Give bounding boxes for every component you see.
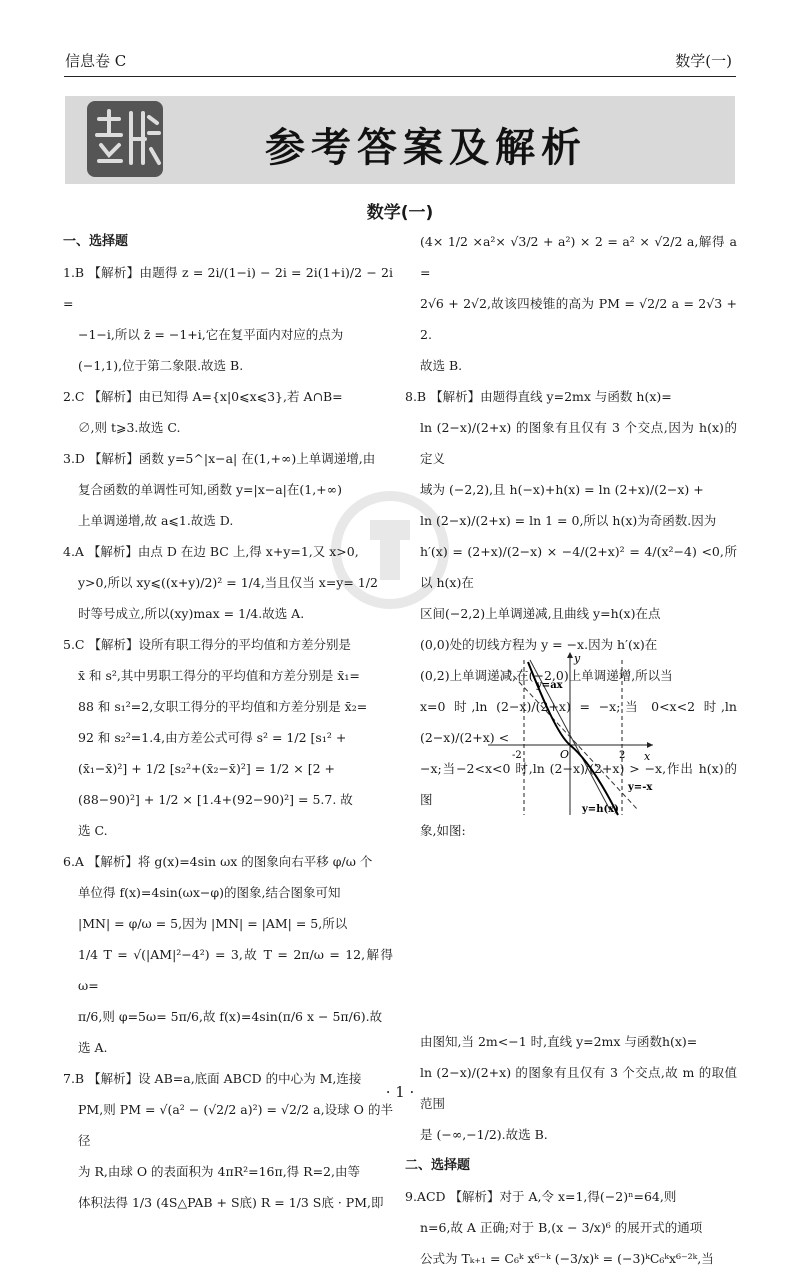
text-line: 域为 (−2,2),且 h(−x)+h(x) = ln (2+x)/(2−x) + — [420, 482, 704, 497]
text-line: ∅,则 t⩾3.故选 C. — [78, 420, 181, 435]
text-line: 1/4 T = √(|AM|²−4²) = 3,故 T = 2π/ω = 12,解得 ω= — [78, 947, 393, 993]
label-x: x — [644, 750, 651, 763]
page-header — [0, 0, 800, 80]
text-line: ln (2−x)/(2+x) 的图象有且仅有 3 个交点,因为 h(x)的定义 — [420, 420, 737, 466]
text-line: −x;当−2<x<0 时,ln (2−x)/(2+x) > −x,作出 h(x)的图 — [420, 761, 737, 807]
text-line: ln (2−x)/(2+x) = ln 1 = 0,所以 h(x)为奇函数.因为 — [420, 513, 717, 528]
label-pos2: 2 — [619, 750, 626, 761]
label-y: y — [574, 652, 581, 665]
label-neg2: -2 — [512, 750, 522, 761]
text-line: 7.B 【解析】设 AB=a,底面 ABCD 的中心为 M,连接 — [63, 1071, 362, 1086]
subject-title: 数学(一) — [366, 203, 434, 223]
title-banner — [65, 96, 735, 184]
text-line: ln (2−x)/(2+x) 的图象有且仅有 3 个交点,故 m 的取值范围 — [420, 1065, 737, 1111]
text-line: 时等号成立,所以(xy)max = 1/4.故选 A. — [78, 606, 305, 621]
text-line: 公式为 Tₖ₊₁ = C₆ᵏ x⁶⁻ᵏ (−3/x)ᵏ = (−3)ᵏC₆ᵏx⁶⁻²ᵏ,当 — [420, 1251, 714, 1266]
text-line: (x̄₁−x̄)²] + 1/2 [s₂²+(x̄₂−x̄)²] = 1/2 × [2 + — [78, 761, 335, 776]
text-line: −1−i,所以 z̄ = −1+i,它在复平面内对应的点为 — [78, 327, 344, 342]
figure-spacer — [405, 846, 737, 1026]
text-line: 5.C 【解析】设所有职工得分的平均值和方差分别是 — [63, 637, 351, 652]
text-line: x̄ 和 s²,其中男职工得分的平均值和方差分别是 x̄₁= — [78, 668, 360, 683]
text-line: 2√6 + 2√2,故该四棱锥的高为 PM = √2/2 a = 2√3 + 2. — [420, 296, 737, 342]
header-right: 数学(一) — [675, 52, 732, 70]
text-line: h′(x) = (2+x)/(2−x) × −4/(2+x)² = 4/(x²−4) <0,所以 h(x)在 — [420, 544, 737, 590]
text-line: 选 C. — [78, 823, 108, 838]
function-graph-figure — [488, 650, 658, 820]
banner-title: 参考答案及解析 — [265, 125, 587, 171]
text-line: π/6,则 φ=5ω= 5π/6,故 f(x)=4sin(π/6 x − 5π/6).故 — [78, 1009, 383, 1024]
text-line: 上单调递增,故 a⩽1.故选 D. — [78, 513, 234, 528]
text-line: (4× 1/2 ×a²× √3/2 + a²) × 2 = a² × √2/2 a,解得 a = — [420, 234, 737, 280]
label-y-neg-x: y=-x — [628, 782, 653, 793]
text-line: 象,如图: — [420, 823, 466, 838]
text-line: 复合函数的单调性可知,函数 y=|x−a|在(1,+∞) — [78, 482, 342, 497]
text-line: (0,2)上单调递减,在(−2,0)上单调递增,所以当 — [420, 668, 673, 683]
text-line: 6.A 【解析】将 g(x)=4sin ωx 的图象向右平移 φ/ω 个 — [63, 854, 373, 869]
text-line: 选 A. — [78, 1040, 108, 1055]
text-line: 体积法得 1/3 (4S△PAB + S底) R = 1/3 S底 · PM,即 — [78, 1195, 384, 1210]
text-line: y>0,所以 xy⩽((x+y)/2)² = 1/4,当且仅当 x=y= 1/2 — [78, 575, 378, 590]
text-line: 2.C 【解析】由已知得 A={x|0⩽x⩽3},若 A∩B= — [63, 389, 343, 404]
text-line: 区间(−2,2)上单调递减,且曲线 y=h(x)在点 — [420, 606, 661, 621]
text-line: 为 R,由球 O 的表面积为 4πR²=16π,得 R=2,由等 — [78, 1164, 360, 1179]
text-line: 1.B 【解析】由题得 z = 2i/(1−i) − 2i = 2i(1+i)/2 − 2i = — [63, 265, 393, 311]
text-line: (0,0)处的切线方程为 y = −x.因为 h′(x)在 — [420, 637, 658, 652]
text-line: 92 和 s₂²=1.4,由方差公式可得 s² = 1/2 [s₁² + — [78, 730, 347, 745]
text-line: (−1,1),位于第二象限.故选 B. — [78, 358, 244, 373]
y-axis-arrow-icon — [567, 652, 573, 658]
x-axis-arrow-icon — [647, 742, 653, 748]
text-line: x=0 时,ln (2−x)/(2+x) = −x;当 0<x<2 时,ln (2−x)/(2+x) < — [420, 699, 737, 745]
header-rule — [64, 76, 736, 77]
text-line: 9.ACD 【解析】对于 A,令 x=1,得(−2)ⁿ=64,则 — [405, 1189, 677, 1204]
text-line: 88 和 s₁²=2,女职工得分的平均值和方差分别是 x̄₂= — [78, 699, 368, 714]
left-column — [63, 226, 393, 1218]
text-line: |MN| = φ/ω = 5,因为 |MN| = |AM| = 5,所以 — [78, 916, 348, 931]
text-line: 3.D 【解析】函数 y=5^|x−a| 在(1,+∞)上单调递增,由 — [63, 451, 376, 466]
text-line: 单位得 f(x)=4sin(ωx−φ)的图象,结合图象可知 — [78, 885, 341, 900]
text-line: 4.A 【解析】由点 D 在边 BC 上,得 x+y=1,又 x>0, — [63, 544, 359, 559]
text-line: 8.B 【解析】由题得直线 y=2mx 与函数 h(x)= — [405, 389, 672, 404]
label-origin: O — [560, 748, 570, 761]
section-heading-2: 二、选择题 — [405, 1158, 471, 1173]
text-line: 是 (−∞,−1/2).故选 B. — [420, 1127, 548, 1142]
page-number: · 1 · — [385, 1083, 415, 1101]
text-line: (88−90)²] + 1/2 × [1.4+(92−90)²] = 5.7. 故 — [78, 792, 353, 807]
calligraphy-seal-logo — [85, 99, 165, 179]
label-h: y=h(x) — [582, 804, 619, 815]
section-heading-1: 一、选择题 — [63, 234, 129, 249]
text-line: 故选 B. — [420, 358, 463, 373]
header-left: 信息卷 C — [65, 52, 127, 70]
text-line: PM,则 PM = √(a² − (√2/2 a)²) = √2/2 a,设球 O 的半径 — [78, 1102, 393, 1148]
label-y-ax: y=ax — [536, 680, 563, 691]
text-line: n=6,故 A 正确;对于 B,(x − 3/x)⁶ 的展开式的通项 — [420, 1220, 703, 1235]
text-line: 由图知,当 2m<−1 时,直线 y=2mx 与函数h(x)= — [420, 1034, 698, 1049]
